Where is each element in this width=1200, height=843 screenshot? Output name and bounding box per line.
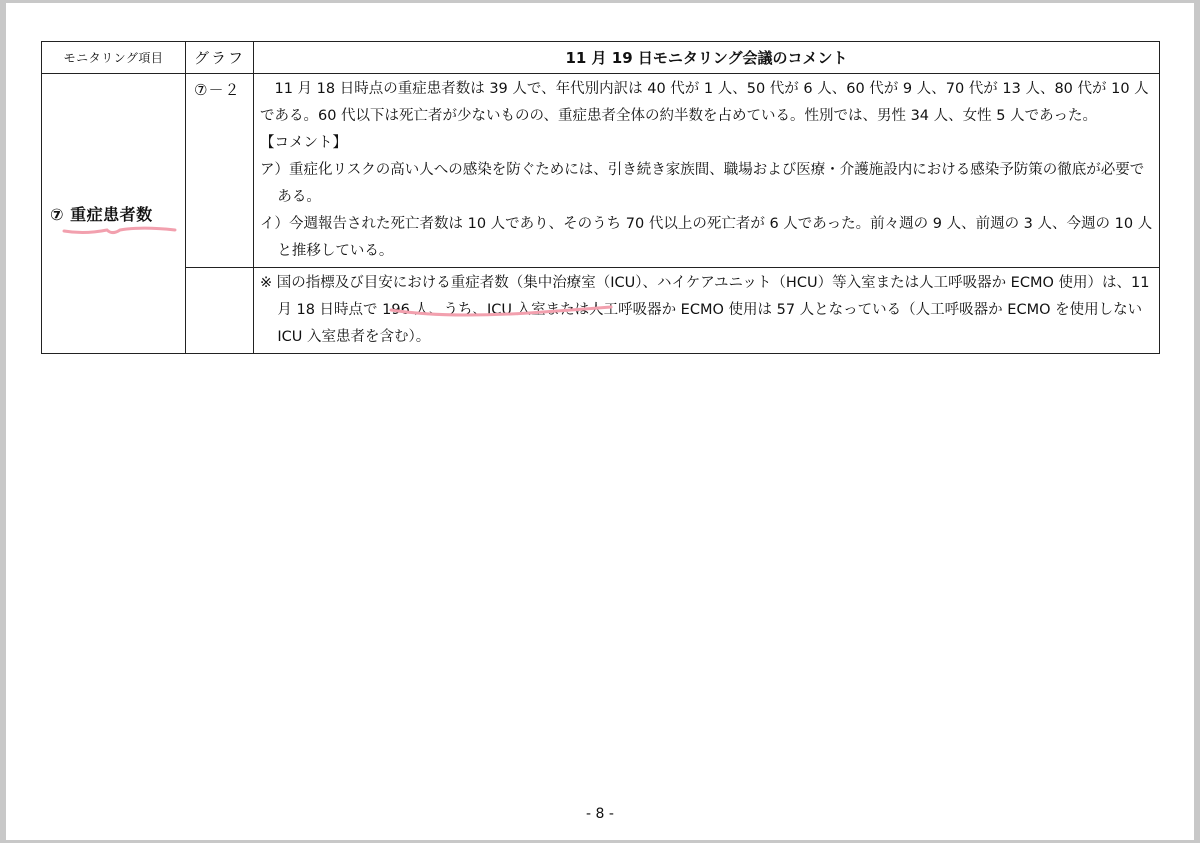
- header-monitoring-item: モニタリング項目: [42, 42, 186, 74]
- note-graph-cell: [186, 268, 254, 354]
- graph-ref-cell: ⑦－２: [186, 74, 254, 268]
- summary-paragraph: 11 月 18 日時点の重症患者数は 39 人で、年代別内訳は 40 代が 1 人、50 代が 6 人、60 代が 9 人、70 代が 13 人、80 代が 10 人である。60 代以下は死亡者が少ないものの、重症患者全体の約半数を占めている。性別では、男性 34 人、女性 5 人であった。: [260, 81, 1149, 124]
- handwritten-underline-mark: [62, 222, 178, 236]
- table-header-row: [42, 42, 1160, 74]
- comment-heading: 【コメント】: [260, 135, 347, 151]
- document-page: [6, 3, 1194, 840]
- handwritten-highlight-mark: [389, 304, 614, 318]
- monitoring-table: [41, 41, 1160, 354]
- note-cell: [254, 268, 1160, 354]
- note-paragraph: ※ 国の指標及び目安における重症者数（集中治療室（ICU）、ハイケアユニット（HCU）等入室または人工呼吸器か ECMO 使用）は、11 月 18 日時点で 196 人、うち、ICU 入室または人工呼吸器か ECMO 使用は 57 人となっている（人工呼吸器か ECMO を使用しない ICU 入室患者を含む）。: [260, 275, 1150, 345]
- item-cell: [42, 74, 186, 354]
- comment-cell: [254, 74, 1160, 268]
- comment-a: ア）重症化リスクの高い人への感染を防ぐためには、引き続き家族間、職場および医療・介護施設内における感染予防策の徹底が必要である。: [260, 162, 1145, 205]
- table-row-note: [42, 268, 1160, 354]
- header-meeting-comment: 11 月 19 日モニタリング会議のコメント: [254, 42, 1160, 74]
- comment-i: イ）今週報告された死亡者数は 10 人であり、そのうち 70 代以上の死亡者が 6 人であった。前々週の 9 人、前週の 3 人、今週の 10 人と推移している。: [260, 216, 1153, 259]
- item-label-severe-patients: ⑦ 重症患者数: [42, 202, 185, 225]
- table-row: [42, 74, 1160, 268]
- page-number: - 8 -: [586, 806, 614, 822]
- header-graph: グラフ: [186, 42, 254, 74]
